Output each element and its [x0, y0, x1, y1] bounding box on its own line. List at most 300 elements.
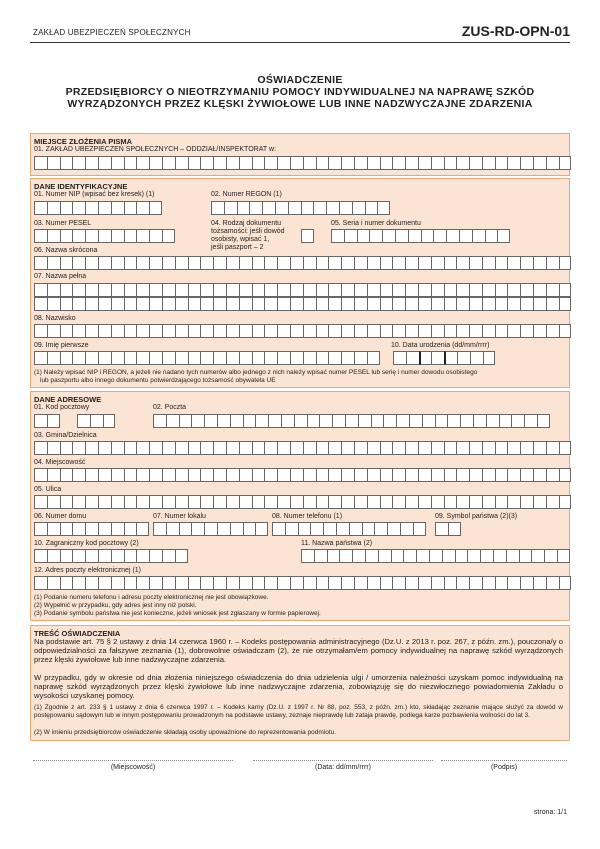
input-cell[interactable]	[47, 297, 60, 311]
input-cell[interactable]	[200, 576, 213, 590]
input-cell[interactable]	[85, 468, 98, 482]
input-cell[interactable]	[200, 468, 213, 482]
input-cell[interactable]	[328, 441, 341, 455]
input-cell[interactable]	[380, 495, 393, 509]
input-cell[interactable]	[111, 441, 124, 455]
input-cell[interactable]	[367, 256, 380, 270]
country-name-input[interactable]	[301, 549, 570, 563]
input-cell[interactable]	[444, 576, 457, 590]
input-cell[interactable]	[60, 576, 73, 590]
input-cell[interactable]	[200, 156, 213, 170]
input-cell[interactable]	[213, 495, 226, 509]
full-name-input-2[interactable]	[34, 297, 571, 311]
input-cell[interactable]	[239, 441, 252, 455]
input-cell[interactable]	[456, 441, 469, 455]
input-cell[interactable]	[98, 576, 111, 590]
input-cell[interactable]	[264, 156, 277, 170]
input-cell[interactable]	[136, 495, 149, 509]
input-cell[interactable]	[124, 297, 137, 311]
input-cell[interactable]	[175, 297, 188, 311]
input-cell[interactable]	[456, 468, 469, 482]
input-cell[interactable]	[252, 156, 265, 170]
input-cell[interactable]	[328, 495, 341, 509]
input-cell[interactable]	[377, 201, 390, 215]
input-cell[interactable]	[497, 229, 510, 243]
input-cell[interactable]	[519, 549, 532, 563]
input-cell[interactable]	[431, 297, 444, 311]
input-cell[interactable]	[252, 576, 265, 590]
input-cell[interactable]	[213, 283, 226, 297]
input-cell[interactable]	[367, 283, 380, 297]
input-cell[interactable]	[162, 229, 175, 243]
input-cell[interactable]	[98, 324, 111, 338]
input-cell[interactable]	[290, 297, 303, 311]
input-cell[interactable]	[405, 468, 418, 482]
input-cell[interactable]	[367, 297, 380, 311]
input-cell[interactable]	[435, 522, 448, 536]
input-cell[interactable]	[559, 156, 572, 170]
input-cell[interactable]	[243, 522, 256, 536]
input-cell[interactable]	[485, 229, 498, 243]
input-cell[interactable]	[149, 549, 162, 563]
input-cell[interactable]	[162, 297, 175, 311]
input-cell[interactable]	[277, 283, 290, 297]
input-cell[interactable]	[239, 156, 252, 170]
input-cell[interactable]	[255, 522, 268, 536]
input-cell[interactable]	[277, 468, 290, 482]
input-cell[interactable]	[533, 283, 546, 297]
input-cell[interactable]	[341, 495, 354, 509]
input-cell[interactable]	[252, 283, 265, 297]
input-cell[interactable]	[495, 256, 508, 270]
input-cell[interactable]	[472, 229, 485, 243]
input-cell[interactable]	[249, 201, 262, 215]
input-cell[interactable]	[327, 549, 340, 563]
input-cell[interactable]	[226, 495, 239, 509]
input-cell[interactable]	[60, 256, 73, 270]
input-cell[interactable]	[111, 297, 124, 311]
input-cell[interactable]	[354, 297, 367, 311]
input-cell[interactable]	[349, 522, 362, 536]
input-cell[interactable]	[34, 283, 47, 297]
input-cell[interactable]	[531, 549, 544, 563]
input-cell[interactable]	[507, 576, 520, 590]
input-cell[interactable]	[204, 522, 217, 536]
input-cell[interactable]	[328, 324, 341, 338]
input-cell[interactable]	[341, 468, 354, 482]
input-cell[interactable]	[162, 256, 175, 270]
input-cell[interactable]	[290, 576, 303, 590]
input-cell[interactable]	[237, 201, 250, 215]
input-cell[interactable]	[298, 522, 311, 536]
input-cell[interactable]	[303, 324, 316, 338]
input-cell[interactable]	[495, 324, 508, 338]
postcode-input-2[interactable]	[77, 414, 115, 428]
input-cell[interactable]	[149, 324, 162, 338]
input-cell[interactable]	[239, 324, 252, 338]
input-cell[interactable]	[405, 156, 418, 170]
input-cell[interactable]	[124, 495, 137, 509]
input-cell[interactable]	[392, 256, 405, 270]
input-cell[interactable]	[98, 229, 111, 243]
input-cell[interactable]	[456, 283, 469, 297]
input-cell[interactable]	[400, 522, 413, 536]
input-cell[interactable]	[290, 495, 303, 509]
input-cell[interactable]	[136, 351, 149, 365]
input-cell[interactable]	[444, 297, 457, 311]
input-cell[interactable]	[520, 256, 533, 270]
input-cell[interactable]	[255, 414, 268, 428]
input-cell[interactable]	[493, 549, 506, 563]
input-cell[interactable]	[72, 468, 85, 482]
input-cell[interactable]	[111, 324, 124, 338]
input-cell[interactable]	[486, 414, 499, 428]
input-cell[interactable]	[124, 201, 137, 215]
input-cell[interactable]	[533, 576, 546, 590]
input-cell[interactable]	[507, 324, 520, 338]
input-cell[interactable]	[301, 549, 314, 563]
input-cell[interactable]	[191, 414, 204, 428]
input-cell[interactable]	[418, 256, 431, 270]
input-cell[interactable]	[136, 229, 149, 243]
input-cell[interactable]	[98, 549, 111, 563]
input-cell[interactable]	[98, 256, 111, 270]
input-cell[interactable]	[175, 351, 188, 365]
input-cell[interactable]	[264, 351, 277, 365]
input-cell[interactable]	[392, 468, 405, 482]
input-cell[interactable]	[188, 297, 201, 311]
input-cell[interactable]	[213, 576, 226, 590]
input-cell[interactable]	[213, 256, 226, 270]
input-cell[interactable]	[419, 351, 432, 365]
input-cell[interactable]	[341, 351, 354, 365]
input-cell[interactable]	[149, 156, 162, 170]
input-cell[interactable]	[341, 324, 354, 338]
input-cell[interactable]	[303, 351, 316, 365]
surname-input[interactable]	[34, 324, 571, 338]
input-cell[interactable]	[362, 522, 375, 536]
post-office-input[interactable]	[153, 414, 550, 428]
input-cell[interactable]	[290, 156, 303, 170]
phone-input[interactable]	[272, 522, 426, 536]
input-cell[interactable]	[98, 297, 111, 311]
input-cell[interactable]	[124, 549, 137, 563]
input-cell[interactable]	[431, 256, 444, 270]
input-cell[interactable]	[175, 441, 188, 455]
input-cell[interactable]	[149, 256, 162, 270]
input-cell[interactable]	[406, 351, 419, 365]
input-cell[interactable]	[124, 156, 137, 170]
input-cell[interactable]	[506, 549, 519, 563]
input-cell[interactable]	[200, 324, 213, 338]
input-cell[interactable]	[162, 324, 175, 338]
input-cell[interactable]	[252, 495, 265, 509]
input-cell[interactable]	[482, 441, 495, 455]
input-cell[interactable]	[111, 229, 124, 243]
input-cell[interactable]	[34, 297, 47, 311]
input-cell[interactable]	[328, 156, 341, 170]
input-cell[interactable]	[520, 156, 533, 170]
input-cell[interactable]	[77, 414, 90, 428]
input-cell[interactable]	[303, 283, 316, 297]
pesel-input[interactable]	[34, 229, 175, 243]
input-cell[interactable]	[303, 441, 316, 455]
input-cell[interactable]	[60, 229, 73, 243]
input-cell[interactable]	[495, 468, 508, 482]
input-cell[interactable]	[149, 201, 162, 215]
input-cell[interactable]	[546, 156, 559, 170]
input-cell[interactable]	[533, 256, 546, 270]
input-cell[interactable]	[456, 324, 469, 338]
input-cell[interactable]	[290, 283, 303, 297]
input-cell[interactable]	[47, 201, 60, 215]
input-cell[interactable]	[455, 549, 468, 563]
input-cell[interactable]	[382, 229, 395, 243]
input-cell[interactable]	[520, 495, 533, 509]
input-cell[interactable]	[60, 441, 73, 455]
input-cell[interactable]	[175, 256, 188, 270]
input-cell[interactable]	[413, 522, 426, 536]
input-cell[interactable]	[310, 522, 323, 536]
input-cell[interactable]	[162, 549, 175, 563]
input-cell[interactable]	[507, 495, 520, 509]
input-cell[interactable]	[175, 576, 188, 590]
input-cell[interactable]	[435, 414, 448, 428]
input-cell[interactable]	[149, 283, 162, 297]
input-cell[interactable]	[392, 441, 405, 455]
input-cell[interactable]	[200, 441, 213, 455]
input-cell[interactable]	[316, 468, 329, 482]
input-cell[interactable]	[162, 468, 175, 482]
input-cell[interactable]	[469, 576, 482, 590]
input-cell[interactable]	[149, 229, 162, 243]
input-cell[interactable]	[380, 441, 393, 455]
input-cell[interactable]	[546, 495, 559, 509]
input-cell[interactable]	[313, 201, 326, 215]
input-cell[interactable]	[559, 283, 572, 297]
input-cell[interactable]	[175, 324, 188, 338]
input-cell[interactable]	[557, 549, 570, 563]
input-cell[interactable]	[111, 468, 124, 482]
input-cell[interactable]	[34, 229, 47, 243]
foreign-postcode-input[interactable]	[34, 549, 188, 563]
input-cell[interactable]	[290, 324, 303, 338]
input-cell[interactable]	[85, 229, 98, 243]
input-cell[interactable]	[136, 256, 149, 270]
input-cell[interactable]	[444, 324, 457, 338]
input-cell[interactable]	[392, 576, 405, 590]
input-cell[interactable]	[72, 441, 85, 455]
input-cell[interactable]	[533, 468, 546, 482]
input-cell[interactable]	[47, 576, 60, 590]
input-cell[interactable]	[469, 468, 482, 482]
input-cell[interactable]	[281, 414, 294, 428]
input-cell[interactable]	[85, 156, 98, 170]
input-cell[interactable]	[111, 576, 124, 590]
input-cell[interactable]	[533, 297, 546, 311]
input-cell[interactable]	[47, 495, 60, 509]
input-cell[interactable]	[264, 297, 277, 311]
input-cell[interactable]	[252, 256, 265, 270]
input-cell[interactable]	[482, 576, 495, 590]
input-cell[interactable]	[124, 351, 137, 365]
input-cell[interactable]	[252, 351, 265, 365]
flat-number-input[interactable]	[153, 522, 268, 536]
input-cell[interactable]	[111, 351, 124, 365]
input-cell[interactable]	[162, 156, 175, 170]
input-cell[interactable]	[328, 297, 341, 311]
input-cell[interactable]	[339, 549, 352, 563]
input-cell[interactable]	[520, 468, 533, 482]
input-cell[interactable]	[559, 297, 572, 311]
input-cell[interactable]	[213, 297, 226, 311]
input-cell[interactable]	[34, 495, 47, 509]
input-cell[interactable]	[444, 156, 457, 170]
input-cell[interactable]	[217, 522, 230, 536]
email-input[interactable]	[34, 576, 571, 590]
input-cell[interactable]	[431, 576, 444, 590]
input-cell[interactable]	[301, 201, 314, 215]
input-cell[interactable]	[47, 351, 60, 365]
input-cell[interactable]	[200, 495, 213, 509]
input-cell[interactable]	[507, 297, 520, 311]
input-cell[interactable]	[252, 468, 265, 482]
input-cell[interactable]	[166, 414, 179, 428]
input-cell[interactable]	[252, 297, 265, 311]
input-cell[interactable]	[511, 414, 524, 428]
regon-input[interactable]	[211, 201, 390, 215]
input-cell[interactable]	[418, 297, 431, 311]
input-cell[interactable]	[47, 549, 60, 563]
input-cell[interactable]	[444, 468, 457, 482]
input-cell[interactable]	[149, 576, 162, 590]
input-cell[interactable]	[72, 201, 85, 215]
input-cell[interactable]	[162, 495, 175, 509]
input-cell[interactable]	[230, 522, 243, 536]
input-cell[interactable]	[303, 495, 316, 509]
input-cell[interactable]	[224, 201, 237, 215]
input-cell[interactable]	[533, 495, 546, 509]
input-cell[interactable]	[336, 522, 349, 536]
input-cell[interactable]	[47, 468, 60, 482]
input-cell[interactable]	[188, 468, 201, 482]
input-cell[interactable]	[98, 156, 111, 170]
input-cell[interactable]	[98, 201, 111, 215]
input-cell[interactable]	[200, 256, 213, 270]
input-cell[interactable]	[431, 324, 444, 338]
input-cell[interactable]	[405, 297, 418, 311]
input-cell[interactable]	[456, 576, 469, 590]
input-cell[interactable]	[162, 283, 175, 297]
input-cell[interactable]	[459, 229, 472, 243]
input-cell[interactable]	[456, 256, 469, 270]
input-cell[interactable]	[188, 576, 201, 590]
input-cell[interactable]	[433, 229, 446, 243]
input-cell[interactable]	[408, 229, 421, 243]
input-cell[interactable]	[544, 549, 557, 563]
input-cell[interactable]	[200, 297, 213, 311]
input-cell[interactable]	[507, 468, 520, 482]
input-cell[interactable]	[396, 414, 409, 428]
input-cell[interactable]	[365, 201, 378, 215]
signature-line[interactable]	[441, 760, 567, 761]
input-cell[interactable]	[507, 283, 520, 297]
input-cell[interactable]	[136, 522, 149, 536]
input-cell[interactable]	[495, 156, 508, 170]
input-cell[interactable]	[277, 256, 290, 270]
input-cell[interactable]	[175, 283, 188, 297]
input-cell[interactable]	[264, 256, 277, 270]
input-cell[interactable]	[380, 256, 393, 270]
input-cell[interactable]	[60, 522, 73, 536]
input-cell[interactable]	[537, 414, 550, 428]
input-cell[interactable]	[559, 256, 572, 270]
input-cell[interactable]	[124, 283, 137, 297]
input-cell[interactable]	[264, 495, 277, 509]
input-cell[interactable]	[124, 256, 137, 270]
input-cell[interactable]	[98, 468, 111, 482]
input-cell[interactable]	[367, 576, 380, 590]
input-cell[interactable]	[47, 256, 60, 270]
input-cell[interactable]	[392, 297, 405, 311]
input-cell[interactable]	[345, 414, 358, 428]
input-cell[interactable]	[47, 229, 60, 243]
input-cell[interactable]	[546, 283, 559, 297]
input-cell[interactable]	[391, 549, 404, 563]
house-number-input[interactable]	[34, 522, 149, 536]
input-cell[interactable]	[47, 283, 60, 297]
input-cell[interactable]	[285, 522, 298, 536]
input-cell[interactable]	[469, 283, 482, 297]
doc-number-input[interactable]	[331, 229, 510, 243]
oddzial-input[interactable]	[34, 156, 571, 170]
input-cell[interactable]	[352, 201, 365, 215]
input-cell[interactable]	[316, 283, 329, 297]
input-cell[interactable]	[149, 468, 162, 482]
input-cell[interactable]	[431, 156, 444, 170]
input-cell[interactable]	[277, 576, 290, 590]
input-cell[interactable]	[264, 468, 277, 482]
input-cell[interactable]	[316, 495, 329, 509]
input-cell[interactable]	[136, 324, 149, 338]
input-cell[interactable]	[344, 229, 357, 243]
input-cell[interactable]	[213, 468, 226, 482]
input-cell[interactable]	[418, 468, 431, 482]
input-cell[interactable]	[354, 468, 367, 482]
input-cell[interactable]	[354, 283, 367, 297]
input-cell[interactable]	[175, 495, 188, 509]
input-cell[interactable]	[456, 156, 469, 170]
input-cell[interactable]	[341, 297, 354, 311]
input-cell[interactable]	[226, 324, 239, 338]
input-cell[interactable]	[188, 283, 201, 297]
input-cell[interactable]	[416, 549, 429, 563]
input-cell[interactable]	[482, 297, 495, 311]
input-cell[interactable]	[367, 156, 380, 170]
input-cell[interactable]	[162, 576, 175, 590]
input-cell[interactable]	[277, 495, 290, 509]
input-cell[interactable]	[405, 324, 418, 338]
input-cell[interactable]	[418, 576, 431, 590]
input-cell[interactable]	[60, 201, 73, 215]
input-cell[interactable]	[442, 549, 455, 563]
input-cell[interactable]	[277, 351, 290, 365]
input-cell[interactable]	[72, 229, 85, 243]
input-cell[interactable]	[533, 441, 546, 455]
input-cell[interactable]	[85, 297, 98, 311]
input-cell[interactable]	[226, 351, 239, 365]
input-cell[interactable]	[354, 351, 367, 365]
